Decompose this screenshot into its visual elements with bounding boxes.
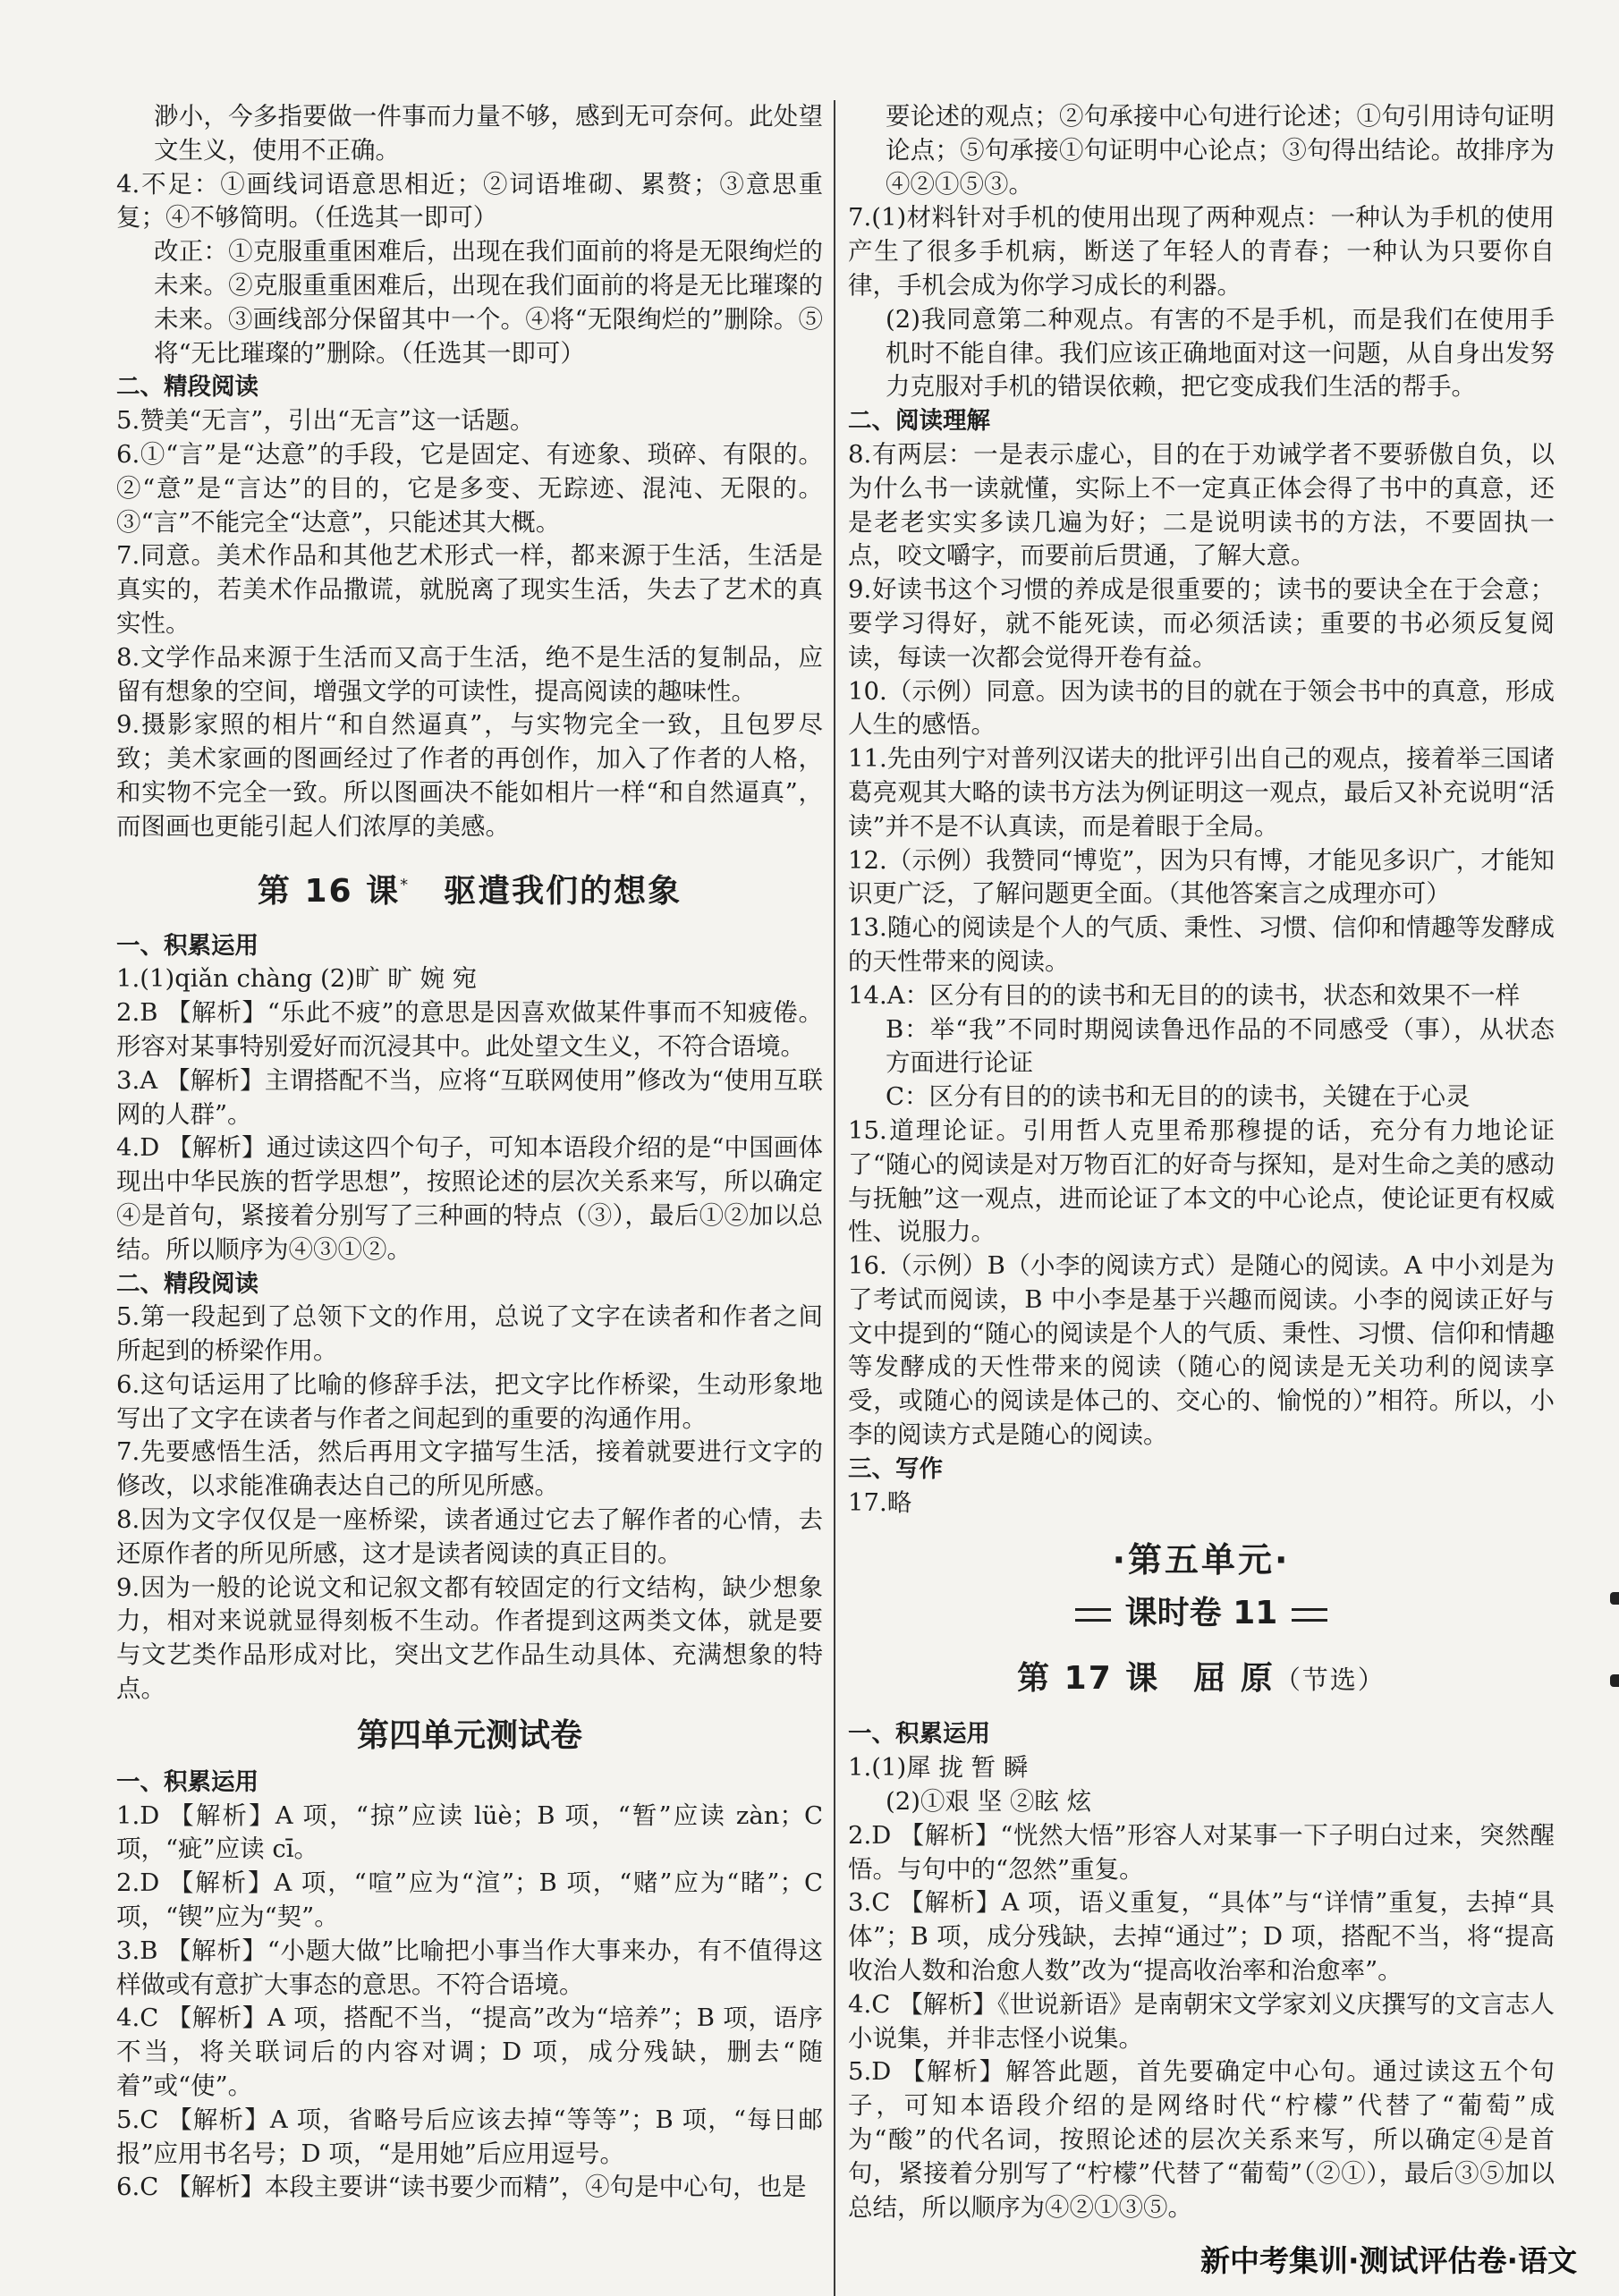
answer-item: 9.摄影家照的相片“和自然逼真”，与实物完全一致，且包罗尽致；美术家画的图画经过了作者的再创作，加入了作者的人格，和实物不完全一致。所以图画决不能如相片一样“和自然逼真”，而图画也更能引起人们浓厚的美感。 [116, 710, 823, 841]
answer-item: 12.（示例）我赞同“博览”，因为只有博，才能见多识广，才能知识更广泛，了解问题更全面。（其他答案言之成理亦可） [848, 845, 1555, 909]
answer-item: 8.因为文字仅仅是一座桥梁，读者通过它去了解作者的心情，去还原作者的所见所感，这才是读者阅读的真正目的。 [116, 1505, 823, 1568]
answer-item: (2)①艰 坚 ②眩 炫 [886, 1787, 1092, 1817]
answer-item: 4.C 【解析】A 项，搭配不当，“提高”改为“培养”；B 项，语序不当，将关联词后的内容对调；D 项，成分残缺，删去“随着”或“使”。 [116, 2004, 823, 2101]
answer-item: 13.随心的阅读是个人的气质、秉性、习惯、信仰和情趣等发酵成的天性带来的阅读。 [848, 913, 1555, 976]
lesson-mark: * [400, 875, 411, 894]
answer-item: 10.（示例）同意。因为读书的目的就在于领会书中的真意，形成人生的感悟。 [848, 676, 1555, 740]
answer-item: 8.文学作品来源于生活而又高于生活，绝不是生活的复制品，应留有想象的空间，增强文学的可读性，提高阅读的趣味性。 [116, 642, 823, 706]
answer-item: 4.C 【解析】《世说新语》是南朝宋文学家刘义庆撰写的文言志人小说集，并非志怪小说集。 [848, 1989, 1555, 2053]
answer-item: 要论述的观点；②句承接中心句进行论述；①句引用诗句证明论点；⑤句承接①句证明中心论点；③句得出结论。故排序为④②①⑤③。 [886, 102, 1555, 199]
heading-rule [1075, 1608, 1111, 1622]
binding-mark [1610, 1674, 1619, 1687]
answer-item: 6.C 【解析】本段主要讲“读书要少而精”，④句是中心句，也是 [116, 2173, 807, 2202]
section-heading: 一、积累运用 [848, 1720, 990, 1749]
answer-item: 改正：①克服重重困难后，出现在我们面前的将是无限绚烂的未来。②克服重重困难后，出现在我们面前的将是无比璀璨的未来。③画线部分保留其中一个。④将“无限绚烂的”删除。⑤将“无比璀璨的”删除。（任选其一即可） [154, 237, 823, 368]
test-paper-heading [116, 1712, 823, 1760]
lesson-heading [116, 864, 823, 913]
binding-mark [1610, 1592, 1619, 1605]
section-heading: 一、积累运用 [116, 931, 259, 960]
answer-item: 11.先由列宁对普列汉诺夫的批评引出自己的观点，接着举三国诸葛亮观其大略的读书方法为例证明这一观点，最后又补充说明“活读”并不是不认真读，而是着眼于全局。 [848, 744, 1555, 841]
answer-item: 9.因为一般的论说文和记叙文都有较固定的行文结构，缺少想象力，相对来说就显得刻板不生动。作者提到这两类文体，就是要与文艺类作品形成对比，突出文艺作品生动具体、充满想象的特点。 [116, 1572, 823, 1704]
answer-item: 5.第一段起到了总领下文的作用，总说了文字在读者和作者之间所起到的桥梁作用。 [116, 1302, 823, 1366]
answer-item: C：区分有目的的读书和无目的的读书，关键在于心灵 [886, 1082, 1471, 1112]
answer-item: 1.D 【解析】A 项，“掠”应读 lüè；B 项，“暂”应读 zàn；C 项，“疵”应读 cī。 [116, 1800, 823, 1864]
heading-rule [1292, 1608, 1327, 1622]
answer-item: 14.A：区分有目的的读书和无目的的读书，状态和效果不一样 [848, 980, 1521, 1010]
answer-item: 1.(1)犀 拢 暂 瞬 [848, 1753, 1029, 1783]
answer-item: 7.先要感悟生活，然后再用文字描写生活，接着就要进行文字的修改，以求能准确表达自己的所见所感。 [116, 1437, 823, 1501]
lesson-paper-heading [848, 1589, 1555, 1638]
section-heading: 一、积累运用 [116, 1767, 259, 1796]
answer-item: 5.D 【解析】解答此题，首先要确定中心句。通过读这五个句子，可知本语段介绍的是网络时代“柠檬”代替了“葡萄”成为“酸”的代名词，按照论述的层次关系来写，所以确定④是首句，紧接着分别写了“柠檬”代替了“葡萄”（②①），最后③⑤加以总结，所以顺序为④②①③⑤。 [848, 2057, 1555, 2222]
lesson-title: 屈 原 [1193, 1660, 1275, 1698]
footer-title: 新中考集训·测试评估卷·语文 [1200, 2243, 1578, 2278]
lesson-number: 第 17 课 [1017, 1660, 1160, 1698]
answer-item: 渺小，今多指要做一件事而力量不够，感到无可奈何。此处望文生义，使用不正确。 [154, 102, 823, 165]
answer-item: 2.D 【解析】“恍然大悟”形容人对某事一下子明白过来，突然醒悟。与句中的“忽然”重复。 [848, 1820, 1555, 1884]
answer-item: 9.好读书这个习惯的养成是很重要的；读书的要诀全在于会意；要学习得好，就不能死读，而必须活读；重要的书必须反复阅读，每读一次都会觉得开卷有益。 [848, 575, 1555, 672]
answer-item: 15.道理论证。引用哲人克里希那穆提的话，充分有力地论证了“随心的阅读是对万物百汇的好奇与探知，是对生命之美的感动与抚触”这一观点，进而论证了本文的中心论点，使论证更有权威性、说服力。 [848, 1115, 1555, 1247]
answer-item: 5.C 【解析】A 项，省略号后应该去掉“等等”；B 项，“每日邮报”应用书名号；D 项，“是用她”后应用逗号。 [116, 2105, 823, 2168]
section-heading: 二、精段阅读 [116, 1269, 259, 1298]
lesson-subtitle: （节选） [1274, 1665, 1386, 1696]
answer-item: 3.A 【解析】主谓搭配不当，应将“互联网使用”修改为“使用互联网的人群”。 [116, 1065, 823, 1129]
section-heading: 二、阅读理解 [848, 407, 990, 436]
heading-text: 第四单元测试卷 [356, 1716, 582, 1754]
answer-item: 8.有两层：一是表示虚心，目的在于劝诫学者不要骄傲自负，以为什么书一读就懂，实际上不一定真正体会得了书中的真意，还是老老实实多读几遍为好；二是说明读书的方法，不要固执一点，咬文嚼字，而要前后贯通，了解大意。 [848, 439, 1555, 571]
right-column [848, 100, 1555, 2224]
answer-item: (2)我同意第二种观点。有害的不是手机，而是我们在使用手机时不能自律。我们应该正确地面对这一问题，从自身出发努力克服对手机的错误依赖，把它变成我们生活的帮手。 [886, 304, 1555, 402]
section-heading: 三、写作 [848, 1454, 943, 1483]
answer-item: 2.B 【解析】“乐此不疲”的意思是因喜欢做某件事而不知疲倦。形容对某事特别爱好而沉浸其中。此处望文生义，不符合语境。 [116, 998, 823, 1061]
answer-item: 17.略 [848, 1487, 912, 1517]
answer-item: 4.D 【解析】通过读这四个句子，可知本语段介绍的是“中国画体现出中华民族的哲学思想”，按照论述的层次关系来写，所以确定④是首句，紧接着分别写了三种画的特点（③），最后①②加以总结。所以顺序为④③①②。 [116, 1133, 823, 1264]
answer-item: 2.D 【解析】A 项，“喧”应为“渲”；B 项，“赌”应为“睹”；C 项，“锲”应为“契”。 [116, 1868, 823, 1932]
lesson-heading [848, 1657, 1555, 1701]
answer-item: 1.(1)qiǎn chàng (2)旷 旷 婉 宛 [116, 964, 478, 994]
left-column [116, 100, 823, 2205]
answer-item: 6.这句话运用了比喻的修辞手法，把文字比作桥梁，生动形象地写出了文字在读者与作者之间起到的重要的沟通作用。 [116, 1369, 823, 1433]
answer-item: 16.（示例）B（小李的阅读方式）是随心的阅读。A 中小刘是为了考试而阅读，B 中小李是基于兴趣而阅读。小李的阅读正好与文中提到的“随心的阅读是个人的气质、秉性、习惯、信仰和情趣等发酵成的天性带来的阅读（随心的阅读是无关功利的阅读享受，或随心的阅读是体己的、交心的、愉悦的）”相符。所以，小李的阅读方式是随心的阅读。 [848, 1251, 1555, 1450]
unit-heading: ·第五单元· [1112, 1540, 1291, 1580]
answer-item: 6.①“言”是“达意”的手段，它是固定、有迹象、琐碎、有限的。②“意”是“言达”的目的，它是多变、无踪迹、混沌、无限的。③“言”不能完全“达意”，只能述其大概。 [116, 439, 823, 537]
answer-item: 4.不足：①画线词语意思相近；②词语堆砌、累赘；③意思重复；④不够简明。（任选其一即可） [116, 169, 823, 233]
answer-item: 3.B 【解析】“小题大做”比喻把小事当作大事来办，有不值得这样做或有意扩大事态的意思。不符合语境。 [116, 1936, 823, 1999]
lesson-title: 驱遣我们的想象 [444, 872, 682, 910]
answer-item: 3.C 【解析】A 项，语义重复，“具体”与“详情”重复，去掉“具体”；B 项，成分残缺，去掉“通过”；D 项，搭配不当，将“提高收治人数和治愈人数”改为“提高收治率和治愈率”。 [848, 1888, 1555, 1986]
answer-item: 5.赞美“无言”，引出“无言”这一话题。 [116, 406, 535, 436]
lesson-number: 第 16 课 [257, 872, 401, 910]
answer-item: 7.(1)材料针对手机的使用出现了两种观点：一种认为手机的使用产生了很多手机病，断送了年轻人的青春；一种认为只要你自律，手机会成为你学习成长的利器。 [848, 203, 1555, 300]
section-heading: 二、精段阅读 [116, 373, 259, 402]
heading-text: 课时卷 11 [1124, 1595, 1278, 1632]
column-divider [834, 100, 835, 2296]
answer-item: B：举“我”不同时期阅读鲁迅作品的不同感受（事），从状态方面进行论证 [886, 1014, 1555, 1078]
answer-item: 7.同意。美术作品和其他艺术形式一样，都来源于生活，生活是真实的，若美术作品撒谎，就脱离了现实生活，失去了艺术的真实性。 [116, 541, 823, 638]
